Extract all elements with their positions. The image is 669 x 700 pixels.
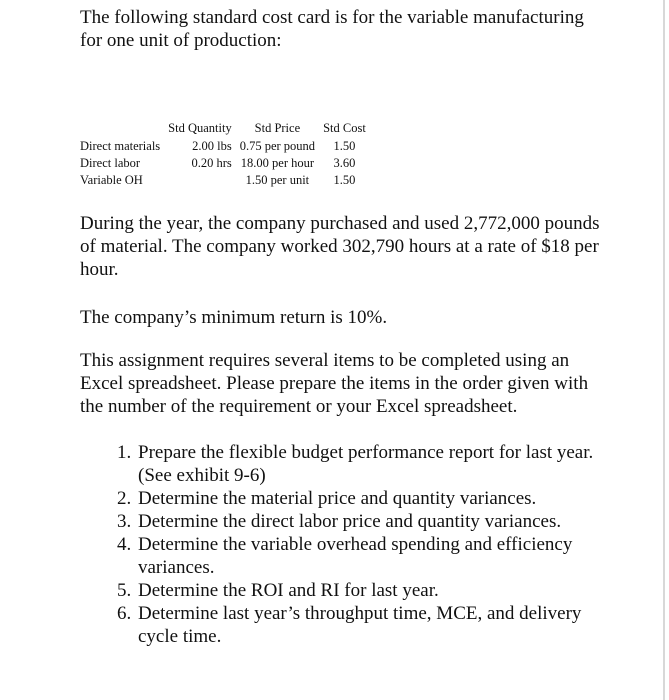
row-qty: 0.20 hrs <box>191 156 232 170</box>
row-cost: 3.60 <box>333 156 356 170</box>
header-std-quantity: Std Quantity <box>168 120 232 135</box>
row-qty: 2.00 lbs <box>192 139 232 153</box>
row-price: 18.00 per hour <box>240 156 315 170</box>
header-std-price: Std Price <box>254 120 301 135</box>
list-item <box>117 441 597 487</box>
list-item <box>117 533 597 579</box>
list-item-number: 1. <box>117 442 132 463</box>
list-item <box>117 579 597 602</box>
list-item-text: Determine the direct labor price and quantity variances. <box>138 511 562 532</box>
requirements-list <box>117 441 597 648</box>
instructions-paragraph: This assignment requires several items to be completed using an Excel spreadsheet. Please prepare the items in the order given with the number of the requirement or your Excel spreadsheet. <box>80 350 589 417</box>
header-blank <box>76 118 164 138</box>
row-qty <box>164 172 236 189</box>
list-item-number: 4. <box>117 534 132 555</box>
list-item-text: Determine last year’s throughput time, MCE, and delivery cycle time. <box>138 603 582 647</box>
row-cost: 1.50 <box>333 173 356 187</box>
header-std-cost: Std Cost <box>323 120 366 135</box>
list-item-text: Determine the material price and quantity variances. <box>138 488 537 509</box>
list-item-number: 2. <box>117 488 132 509</box>
list-item <box>117 602 597 648</box>
row-price: 0.75 per pound <box>239 139 316 153</box>
standard-cost-card-table <box>76 118 370 189</box>
list-item-number: 6. <box>117 603 132 624</box>
purchase-paragraph: During the year, the company purchased and used 2,772,000 pounds of material. The company worked 302,790 hours at a rate of $18 per hour. <box>80 213 600 280</box>
minimum-return-paragraph: The company’s minimum return is 10%. <box>80 307 388 328</box>
list-item-text: Determine the variable overhead spending and efficiency variances. <box>138 534 573 578</box>
row-label: Direct labor <box>80 156 141 170</box>
table-row-direct-materials <box>76 138 370 155</box>
row-cost: 1.50 <box>333 139 356 153</box>
page-edge-divider <box>663 0 665 700</box>
row-label: Direct materials <box>80 139 161 153</box>
list-item-text: Prepare the flexible budget performance report for last year. (See exhibit 9-6) <box>138 442 594 486</box>
row-label: Variable OH <box>80 173 143 187</box>
row-price: 1.50 per unit <box>245 173 310 187</box>
list-item <box>117 487 597 510</box>
intro-paragraph: The following standard cost card is for the variable manufacturing for one unit of production: <box>80 7 584 51</box>
list-item <box>117 510 597 533</box>
table-row-variable-oh <box>76 172 370 189</box>
list-item-number: 5. <box>117 580 132 601</box>
list-item-text: Determine the ROI and RI for last year. <box>138 580 439 601</box>
table-row-direct-labor <box>76 155 370 172</box>
table-header-row <box>76 118 370 138</box>
list-item-number: 3. <box>117 511 132 532</box>
